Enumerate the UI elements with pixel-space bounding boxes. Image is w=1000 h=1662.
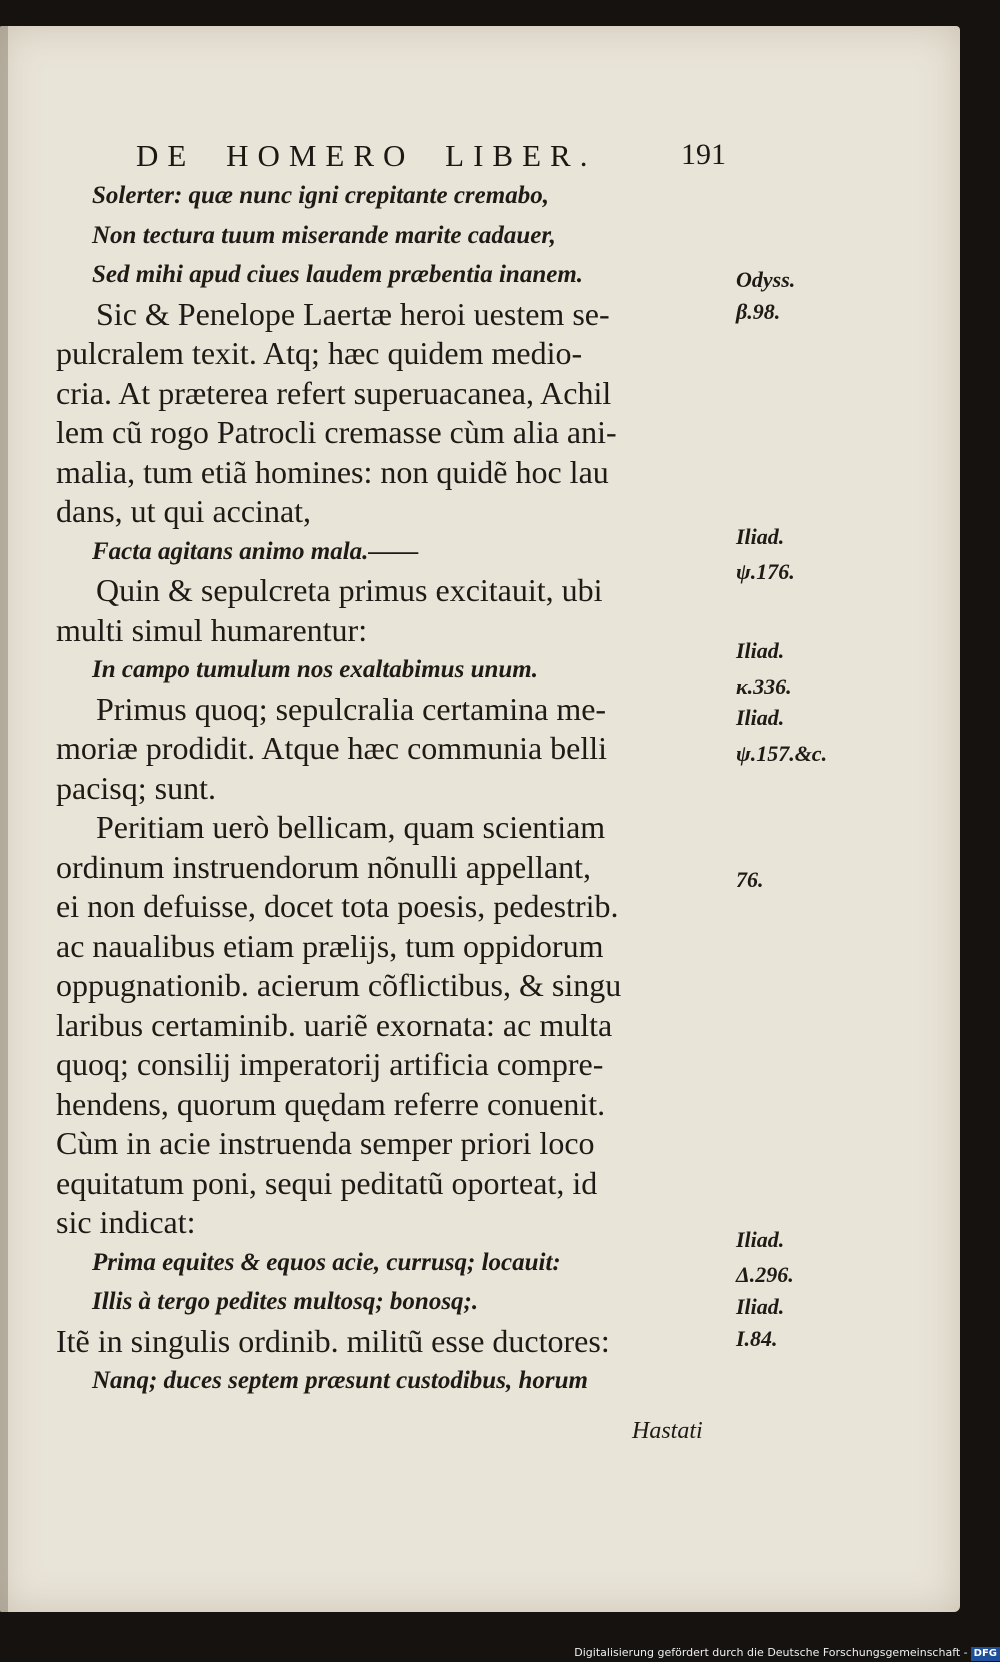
text-line: equitatum poni, sequi peditatũ oporteat, id — [56, 1164, 598, 1201]
margin-note: ψ.157.&c. — [736, 740, 828, 766]
page-edge — [0, 26, 8, 1612]
margin-note: Δ.296. — [736, 1262, 794, 1288]
text-body — [56, 176, 720, 1401]
margin-note: Odyss. — [736, 266, 796, 292]
text-line: Peritiam uerò bellicam, quam scientiam — [96, 809, 606, 845]
text-line: Itẽ in singulis ordinib. militũ esse ductores: — [56, 1322, 610, 1359]
text-line: malia, tum etiã homines: non quidẽ hoc lau — [56, 453, 609, 490]
running-head: DE HOMERO LIBER. — [136, 138, 597, 173]
verse-line: Prima equites & equos acie, currusq; locauit: — [92, 1248, 561, 1276]
margin-note: Iliad. — [736, 638, 785, 664]
text-line: pacisq; sunt. — [56, 769, 216, 806]
text-line: Primus quoq; sepulcralia certamina me- — [96, 690, 607, 727]
margin-note: κ.336. — [736, 673, 792, 699]
verse-line: Facta agitans animo mala.—— — [92, 537, 419, 565]
text-line: multi simul humarentur: — [56, 611, 368, 648]
text-line: sic indicat: — [56, 1204, 196, 1240]
footer-text: Digitalisierung gefördert durch die Deutsche Forschungsgemeinschaft - — [574, 1646, 968, 1659]
verse-line: Illis à tergo pedites multosq; bonosq;. — [92, 1288, 479, 1315]
digitization-footer — [560, 1644, 1000, 1662]
text-line: quoq; consilij imperatorij artificia compre- — [56, 1046, 604, 1082]
margin-note: Iliad. — [736, 523, 785, 549]
text-line: lem cũ rogo Patrocli cremasse cùm alia ani- — [56, 414, 617, 450]
text-line: pulcralem texit. Atq; hæc quidem medio- — [56, 335, 583, 371]
text-line: Cùm in acie instruenda semper priori loco — [56, 1125, 595, 1161]
text-line: cria. At præterea refert superuacanea, Achil — [56, 374, 612, 411]
text-line: ordinum instruendorum nõnulli appellant, — [56, 848, 592, 885]
text-line: Sic & Penelope Laertæ heroi uestem se- — [96, 295, 610, 332]
text-line: laribus certaminib. uariẽ exornata: ac multa — [56, 1006, 613, 1043]
text-line: Quin & sepulcreta primus excitauit, ubi — [96, 572, 603, 608]
margin-note: 76. — [736, 867, 764, 893]
text-line: ei non defuisse, docet tota poesis, pedestrib. — [56, 888, 619, 924]
verse-line: Non tectura tuum miserande marite cadauer, — [92, 221, 556, 249]
text-line: dans, ut qui accinat, — [56, 493, 312, 529]
margin-note: ψ.176. — [736, 559, 795, 585]
margin-note: Ι.84. — [736, 1325, 778, 1351]
verse-line: Sed mihi apud ciues laudem præbentia inanem. — [92, 261, 584, 288]
margin-note: Iliad. — [736, 1293, 785, 1319]
dfg-logo: DFG — [971, 1647, 1000, 1661]
text-line: ac naualibus etiam prælijs, tum oppidorum — [56, 927, 604, 964]
margin-note: β.98. — [736, 298, 781, 324]
margin-note: Iliad. — [736, 705, 785, 731]
text-line: hendens, quorum quędam referre conuenit. — [56, 1085, 606, 1122]
text-line: moriæ prodidit. Atque hæc communia belli — [56, 730, 608, 766]
page-number: 191 — [681, 138, 726, 171]
verse-line: Nanq; duces septem præsunt custodibus, horum — [92, 1367, 588, 1394]
verse-line: In campo tumulum nos exaltabimus unum. — [92, 656, 538, 683]
catchword: Hastati — [632, 1418, 703, 1444]
margin-note: Iliad. — [736, 1226, 785, 1252]
verse-line: Solerter: quæ nunc igni crepitante cremabo, — [92, 182, 549, 209]
text-line: oppugnationib. acierum cõflictibus, & singu — [56, 967, 622, 1003]
page-header — [136, 138, 726, 178]
